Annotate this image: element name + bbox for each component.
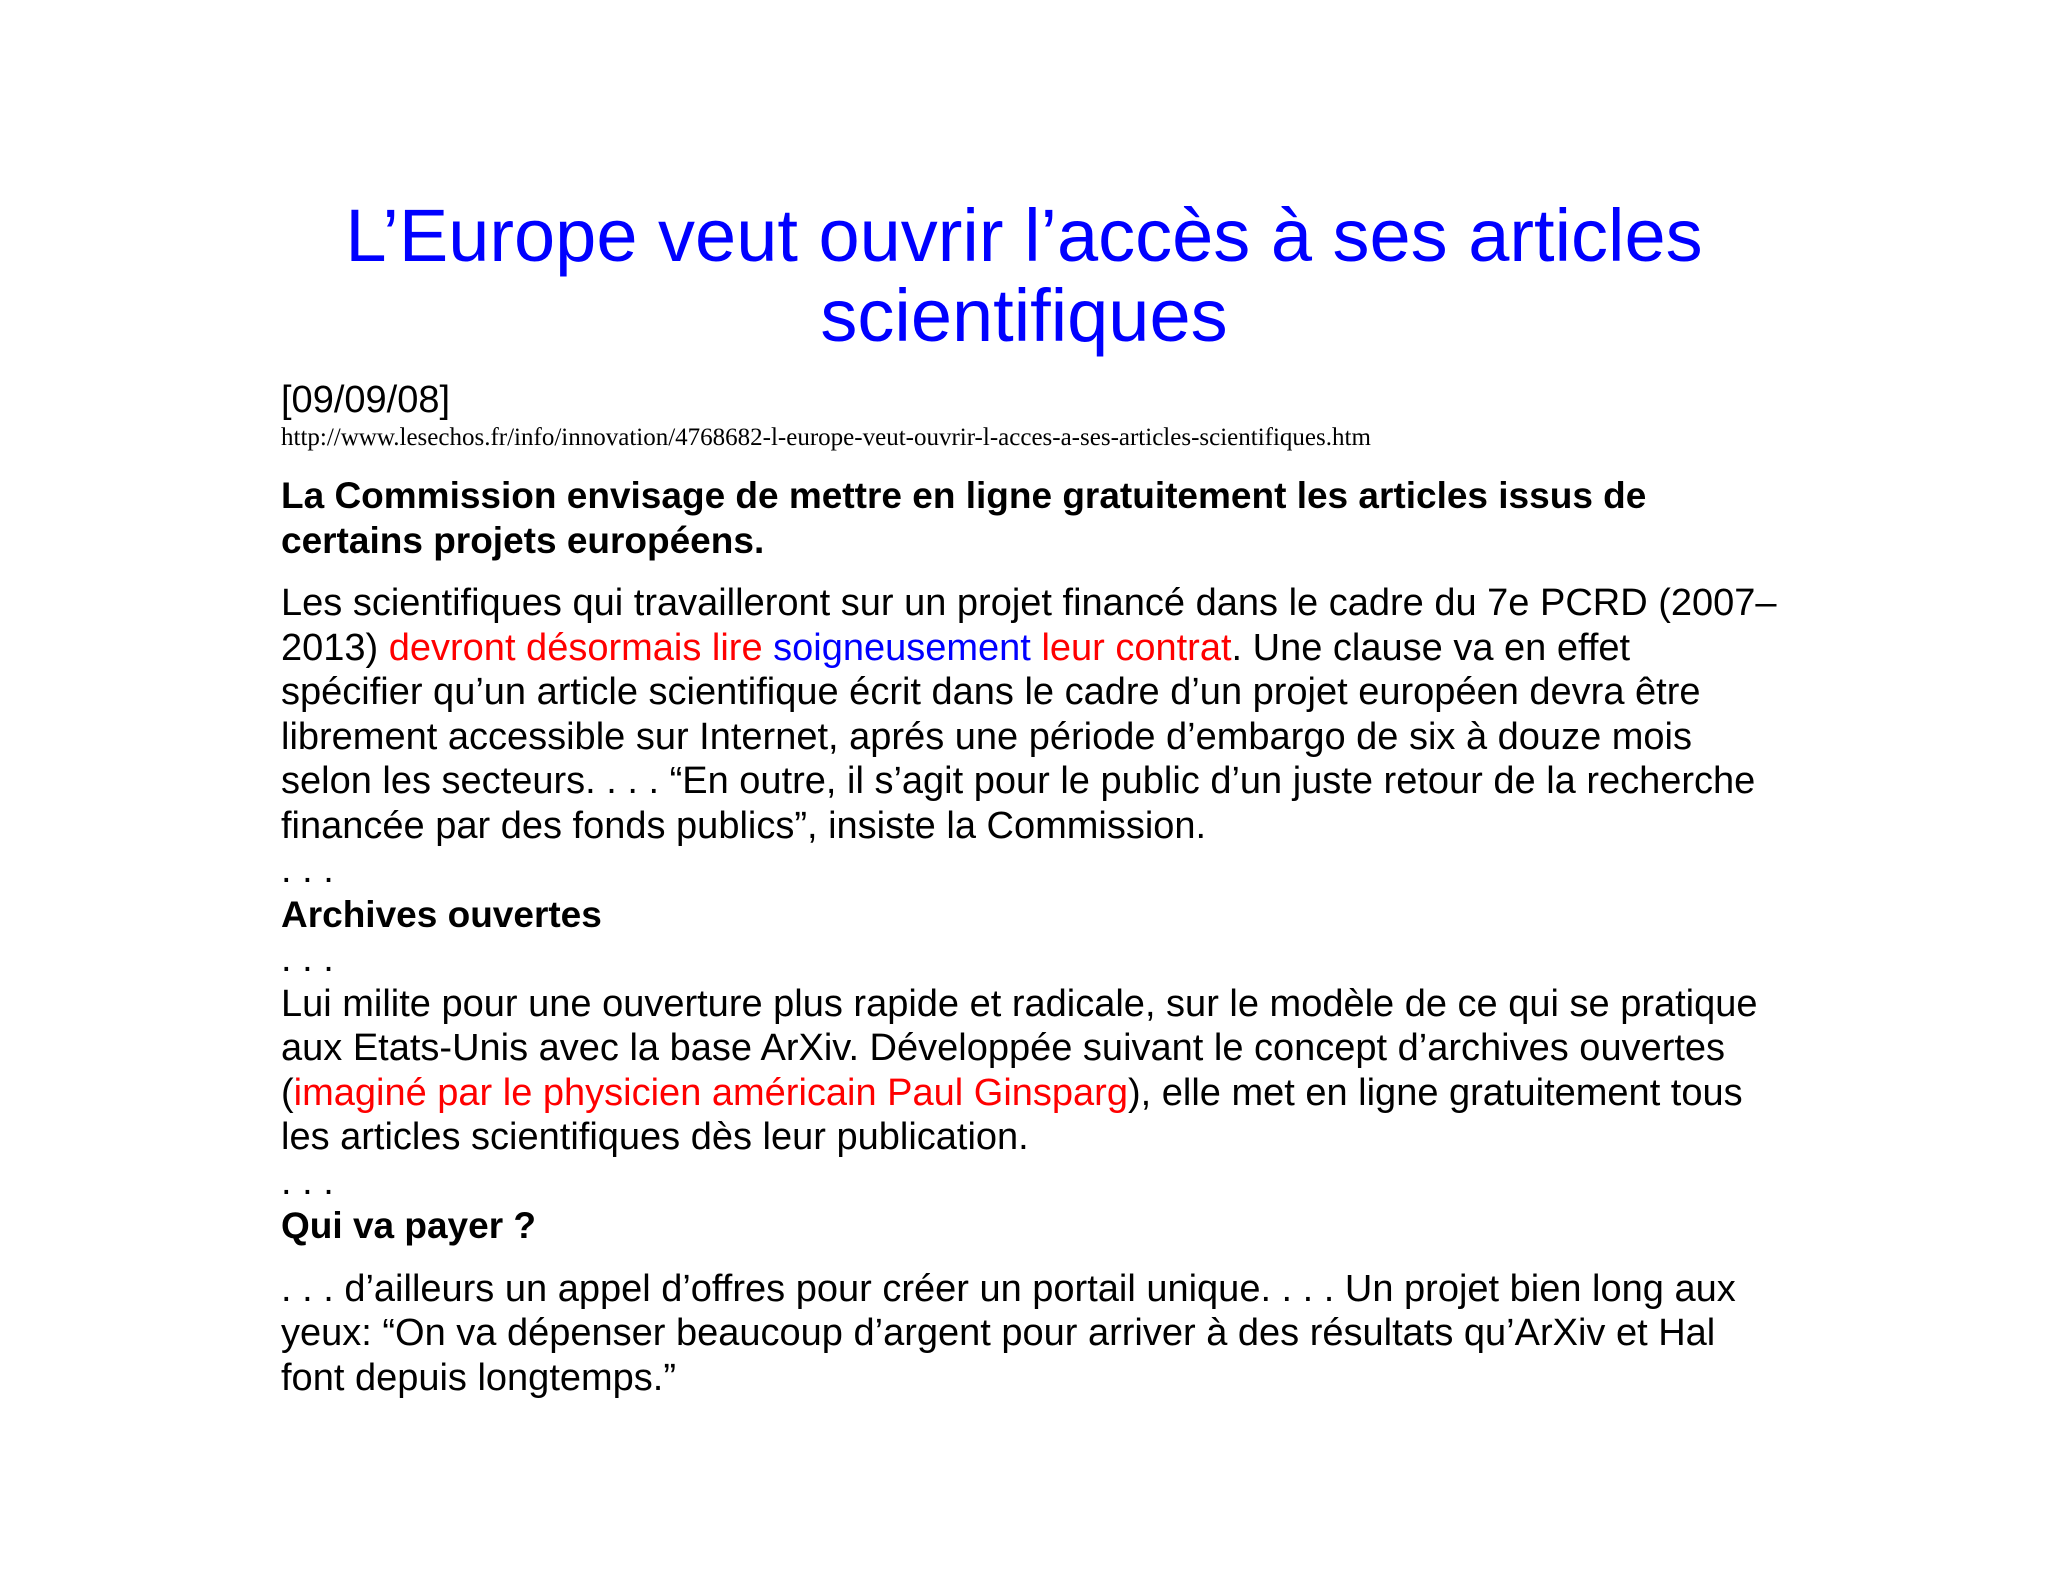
- highlight-red-devront: devront désormais lire: [388, 626, 763, 669]
- paragraph-2: [281, 982, 1781, 1160]
- article-date: [09/09/08]: [281, 379, 451, 421]
- heading-archives-ouvertes: Archives ouvertes: [281, 893, 602, 935]
- space-2: [1031, 627, 1042, 669]
- heading-qui-va-payer: Qui va payer ?: [281, 1205, 536, 1246]
- ellipsis-1: . . .: [281, 849, 334, 891]
- paragraph-1: [281, 581, 1781, 848]
- ellipsis-3: . . .: [281, 1160, 334, 1203]
- title-line-1: L’Europe veut ouvrir l’accès à ses articles: [345, 194, 1703, 277]
- article-url: http://www.lesechos.fr/info/innovation/4768682-l-europe-veut-ouvrir-l-acces-a-ses-articles-scientifiques.htm: [281, 424, 1371, 451]
- article-content: [281, 378, 1781, 1400]
- paragraph-1-text-b: . Une clause va en effet spécifier qu’un article scientifique écrit dans le cadre d’un projet européen devra être librement accessible sur Internet, aprés une période d’embargo de six à douze mois selon les secteurs. . . . “En outre, il s’agit pour le public d’un juste retour de la recherche financée par des fonds publics”, insiste la Commission.: [281, 626, 1756, 847]
- highlight-red-ginsparg: imaginé par le physicien américain Paul Ginsparg: [293, 1071, 1128, 1114]
- paragraph-1-text-a: Les scientifiques qui travailleront sur un projet financé dans le cadre du 7e PCRD (2007–2013): [281, 582, 1777, 669]
- space-1: [763, 627, 774, 669]
- highlight-red-contrat: leur contrat: [1041, 626, 1232, 669]
- article-lead: La Commission envisage de mettre en ligne gratuitement les articles issus de certains projets européens.: [281, 475, 1647, 561]
- paragraph-3: . . . d’ailleurs un appel d’offres pour créer un portail unique. . . . Un projet bien long aux yeux: “On va dépenser beaucoup d’argent pour arriver à des résultats qu’ArXiv et Hal font depuis longtemps.”: [281, 1267, 1736, 1399]
- highlight-blue-soigneusement: soigneusement: [773, 626, 1031, 669]
- title-line-2: scientifiques: [820, 274, 1228, 357]
- paragraph-2-text-a: Lui milite pour une ouverture plus rapide et radicale, sur le modèle de ce qui se pratique aux Etats-Unis avec la base ArXiv. Développée suivant le concept d’archives ouvertes (: [281, 982, 1758, 1114]
- paragraph-2-text-b: ), elle met en ligne gratuitement tous les articles scientifiques dès leur publication.: [281, 1071, 1743, 1158]
- ellipsis-2: . . .: [281, 938, 334, 980]
- slide-title: [0, 196, 2048, 356]
